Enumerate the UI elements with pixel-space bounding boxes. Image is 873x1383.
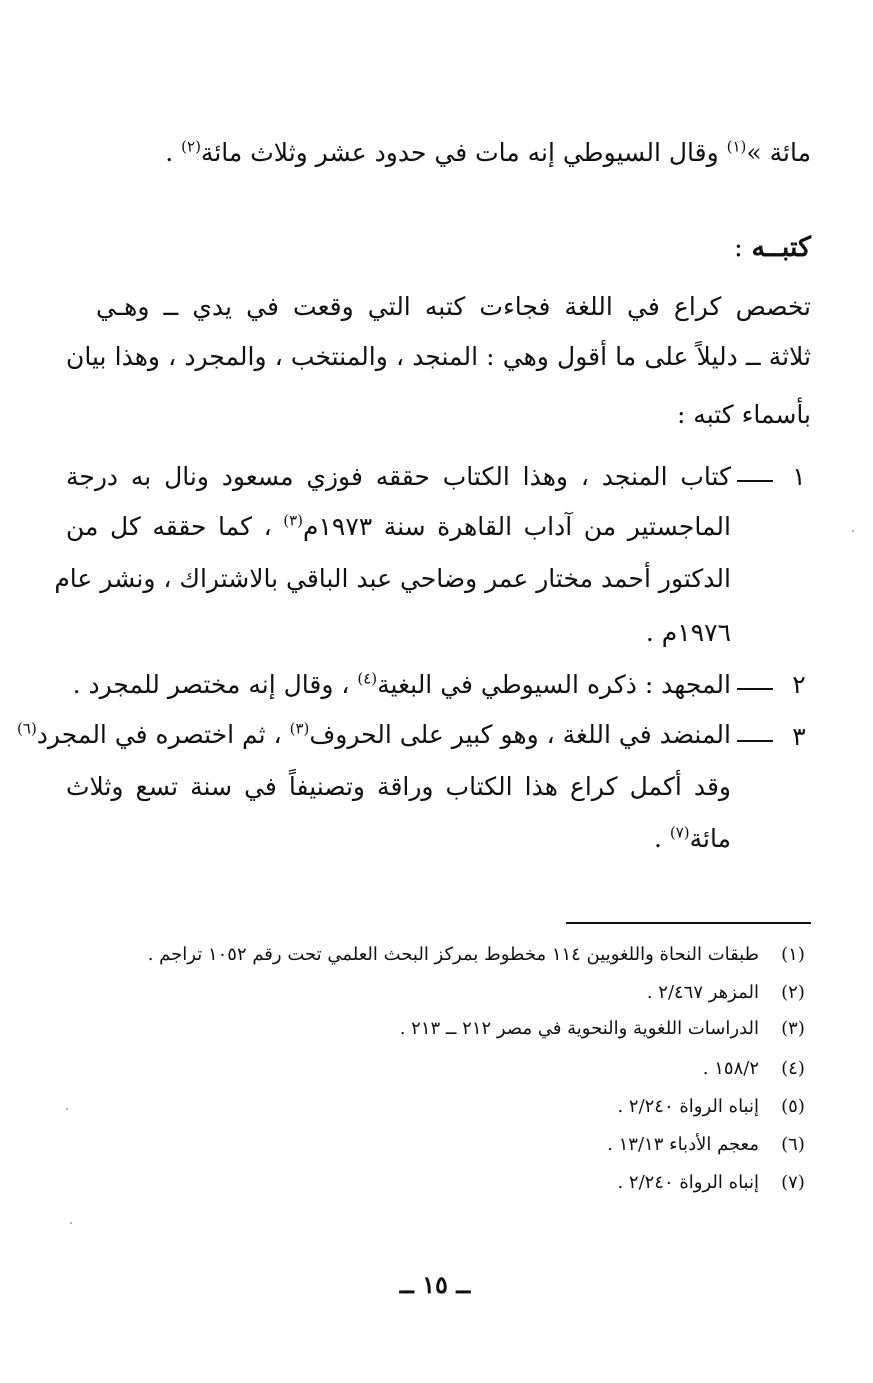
footnote-ref-3: (٣) [283, 511, 303, 530]
list-item-1-line-4: ١٩٧٦م . [645, 618, 731, 647]
page-number: ــ ١٥ ــ [399, 1270, 471, 1299]
footnote-divider [566, 922, 811, 924]
footnote-text: طبقات النحاة واللغويين ١١٤ مخطوط بمركز البحث العلمي تحت رقم ١٠٥٢ تراجم . [147, 944, 759, 965]
footnote-text: إنباه الرواة ٢/٢٤٠ . [617, 1096, 759, 1117]
text-run: ، كما حققه كل من [66, 512, 284, 541]
text-run: وقال السيوطي إنه مات في حدود عشر وثلاث مائة [200, 138, 727, 167]
footnote-ref-6: (٦) [17, 719, 37, 738]
footnote-ref-7: (٧) [669, 823, 690, 842]
list-item-3-line-2: وقد أكمل كراع هذا الكتاب وراقة وتصنيفاً في سنة تسع وثلاث [66, 772, 731, 801]
list-item-3-line-1 [17, 720, 731, 749]
text-run: ، وقال إنه مختصر للمجرد . [72, 670, 358, 699]
paragraph-line-2: ثلاثة ــ دليلاً على ما أقول وهي : المنجد ، والمنتخب ، والمجرد ، وهذا بيان [66, 342, 811, 371]
list-item-2-line-1 [73, 670, 731, 699]
text-run: . [165, 138, 182, 167]
list-item-3-line-3 [654, 824, 731, 853]
footnote-number: (٤) [781, 1058, 805, 1079]
list-item-1-line-3: الدكتور أحمد مختار عمر وضاحي عبد الباقي بالاشتراك ، ونشر عام [54, 564, 731, 593]
text-run: الماجستير من آداب القاهرة سنة ١٩٧٣م [302, 512, 731, 541]
list-item-number: ٣ [792, 722, 806, 751]
text-run: المنضد في اللغة ، وهو كبير على الحروف [309, 720, 731, 749]
list-dash [737, 688, 773, 690]
footnote-text: إنباه الرواة ٢/٢٤٠ . [617, 1172, 759, 1193]
footnote-number: (٢) [781, 982, 805, 1003]
list-dash [737, 480, 773, 482]
text-run: مائة [689, 824, 731, 853]
footnote-number: (٣) [781, 1018, 805, 1039]
footnote-text: الدراسات اللغوية والنحوية في مصر ٢١٢ ــ ٢١٣ . [399, 1018, 759, 1039]
heading-colon: : [733, 232, 752, 263]
footnote-number: (٦) [781, 1134, 805, 1155]
heading-title: كتبــه [751, 232, 811, 263]
section-heading [734, 232, 811, 263]
footnote-ref-2: (٢) [181, 137, 201, 156]
footnote-number: (١) [781, 944, 805, 965]
footnote-number: (٧) [781, 1172, 805, 1193]
text-run: المجهد : ذكره السيوطي في البغية [377, 670, 731, 699]
text-run: . [653, 824, 670, 853]
list-item-1-line-1: كتاب المنجد ، وهذا الكتاب حققه فوزي مسعود ونال به درجة [66, 462, 731, 491]
text-run: ، ثم اختصره في المجرد [36, 720, 290, 749]
scan-speck [70, 1222, 72, 1224]
footnote-ref-4: (٤) [357, 669, 378, 688]
scan-speck [66, 1108, 68, 1110]
footnote-ref-1: (١) [726, 137, 747, 156]
list-item-number: ١ [792, 462, 806, 491]
footnote-number: (٥) [781, 1096, 805, 1117]
footnote-text: معجم الأدباء ١٣/١٣ . [607, 1134, 759, 1155]
paragraph-line-1: تخصص كراع في اللغة فجاءت كتبه التي وقعت في يدي ــ وهـي [96, 292, 811, 321]
paragraph-line-3: بأسماء كتبه : [676, 400, 811, 429]
footnote-text: ١٥٨/٢ . [702, 1058, 759, 1079]
top-continuation-line [165, 138, 811, 167]
list-dash [737, 740, 773, 742]
list-item-1-line-2 [66, 512, 731, 541]
text-run: مائة » [746, 138, 811, 167]
footnote-ref-5: (٣) [289, 719, 310, 738]
list-item-number: ٢ [792, 670, 806, 699]
scan-speck [852, 530, 854, 532]
footnote-text: المزهر ٢/٤٦٧ . [646, 982, 759, 1003]
